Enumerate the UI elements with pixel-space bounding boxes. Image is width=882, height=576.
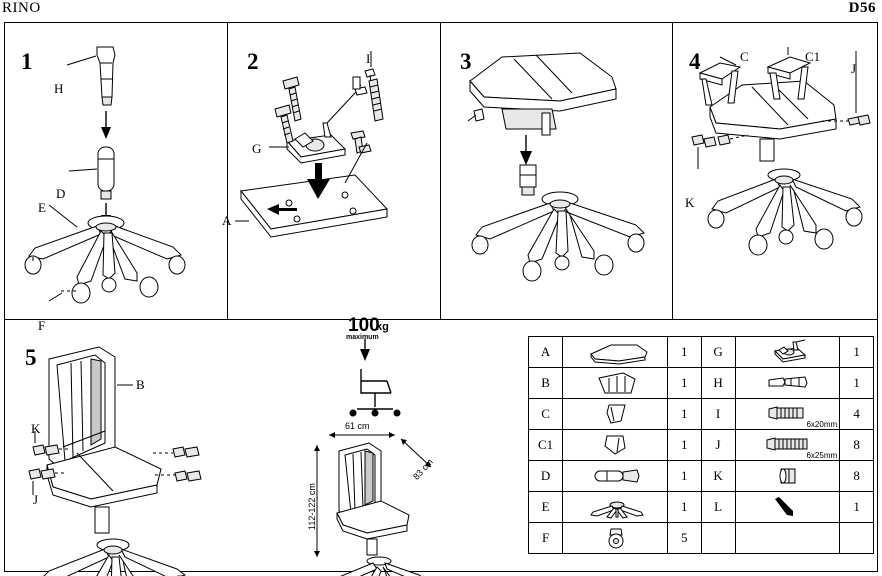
part-code-H: H	[701, 368, 735, 399]
part-note-J: 6x25mm	[806, 451, 838, 460]
step-2-label-G: G	[252, 141, 262, 156]
weight-unit: kg	[376, 321, 389, 333]
part-code-L: L	[701, 492, 735, 523]
part-code-F: F	[529, 523, 563, 554]
part-qty-empty	[840, 523, 874, 554]
part-qty-G: 1	[840, 337, 874, 368]
part-qty-L: 1	[840, 492, 874, 523]
step-1-label-F: F	[38, 318, 46, 333]
part-icon-empty	[735, 523, 840, 554]
allen-key-icon	[735, 492, 840, 523]
part-qty-C: 1	[667, 399, 701, 430]
step-2-number: 2	[247, 49, 259, 74]
part-code-E: E	[529, 492, 563, 523]
part-code-D: D	[529, 461, 563, 492]
dimension-width: 61 cm	[345, 421, 370, 431]
step-1-drawing	[5, 23, 227, 319]
step-4-label-C1: C1	[805, 49, 821, 64]
seat-cushion-icon	[563, 337, 668, 368]
table-row	[529, 461, 874, 492]
washer-icon	[735, 461, 840, 492]
gas-lift-mech-icon	[735, 337, 840, 368]
part-code-I: I	[701, 399, 735, 430]
table-row	[529, 492, 874, 523]
part-code-G: G	[701, 337, 735, 368]
step-3-number: 3	[460, 49, 472, 74]
backrest-icon	[563, 368, 668, 399]
step-1-label-E: E	[38, 200, 46, 215]
armrest-left-icon	[563, 399, 668, 430]
part-code-C: C	[529, 399, 563, 430]
part-code-empty	[701, 523, 735, 554]
part-qty-B: 1	[667, 368, 701, 399]
step-5-label-K: K	[31, 421, 41, 436]
part-code-K: K	[701, 461, 735, 492]
step-1-label-D: D	[56, 186, 66, 201]
step-5-label-J: J	[33, 492, 39, 507]
part-code-C1: C1	[529, 430, 563, 461]
parts-table	[528, 336, 874, 554]
header-model-code: D56	[848, 0, 876, 16]
table-row	[529, 337, 874, 368]
dimension-height: 112-122 cm	[307, 483, 317, 530]
step-3-drawing	[440, 23, 672, 319]
part-note-I: 6x20mm	[806, 420, 838, 429]
part-qty-A: 1	[667, 337, 701, 368]
step-5-number: 5	[25, 345, 37, 370]
step-4-label-J: J	[851, 61, 857, 76]
step-5-drawing	[5, 319, 235, 573]
armrest-right-icon	[563, 430, 668, 461]
step-5-label-B: B	[136, 377, 145, 392]
part-qty-I: 4	[840, 399, 874, 430]
step-4-label-C: C	[740, 49, 749, 64]
table-row	[529, 399, 874, 430]
gas-spring-icon	[563, 461, 668, 492]
step-1-label-H: H	[54, 81, 64, 96]
step-4-label-K: K	[685, 195, 695, 210]
part-qty-C1: 1	[667, 430, 701, 461]
part-code-A: A	[529, 337, 563, 368]
table-row	[529, 368, 874, 399]
part-qty-E: 1	[667, 492, 701, 523]
weight-value: 100	[348, 315, 380, 336]
part-qty-D: 1	[667, 461, 701, 492]
step-4-number: 4	[689, 49, 701, 74]
part-code-B: B	[529, 368, 563, 399]
screw-25mm-icon	[735, 430, 840, 461]
table-row	[529, 523, 874, 554]
weight-note: maximum	[346, 334, 379, 341]
part-qty-K: 8	[840, 461, 874, 492]
step-2-label-I: I	[366, 51, 371, 66]
base-star-icon	[563, 492, 668, 523]
step-2-label-A: A	[222, 213, 232, 228]
header-model-name: RINO	[2, 0, 41, 16]
weight-chair-icon	[335, 319, 435, 419]
screw-20mm-icon	[735, 399, 840, 430]
dimension-chair-drawing	[295, 421, 485, 573]
gas-cylinder-icon	[735, 368, 840, 399]
step-1-number: 1	[21, 49, 33, 74]
part-code-J: J	[701, 430, 735, 461]
step-4-drawing	[672, 23, 877, 319]
part-qty-J: 8	[840, 430, 874, 461]
part-qty-F: 5	[667, 523, 701, 554]
part-qty-H: 1	[840, 368, 874, 399]
caster-wheel-icon	[563, 523, 668, 554]
dimension-depth: 83 cm	[411, 456, 435, 482]
step-2-drawing	[227, 23, 440, 319]
table-row	[529, 430, 874, 461]
